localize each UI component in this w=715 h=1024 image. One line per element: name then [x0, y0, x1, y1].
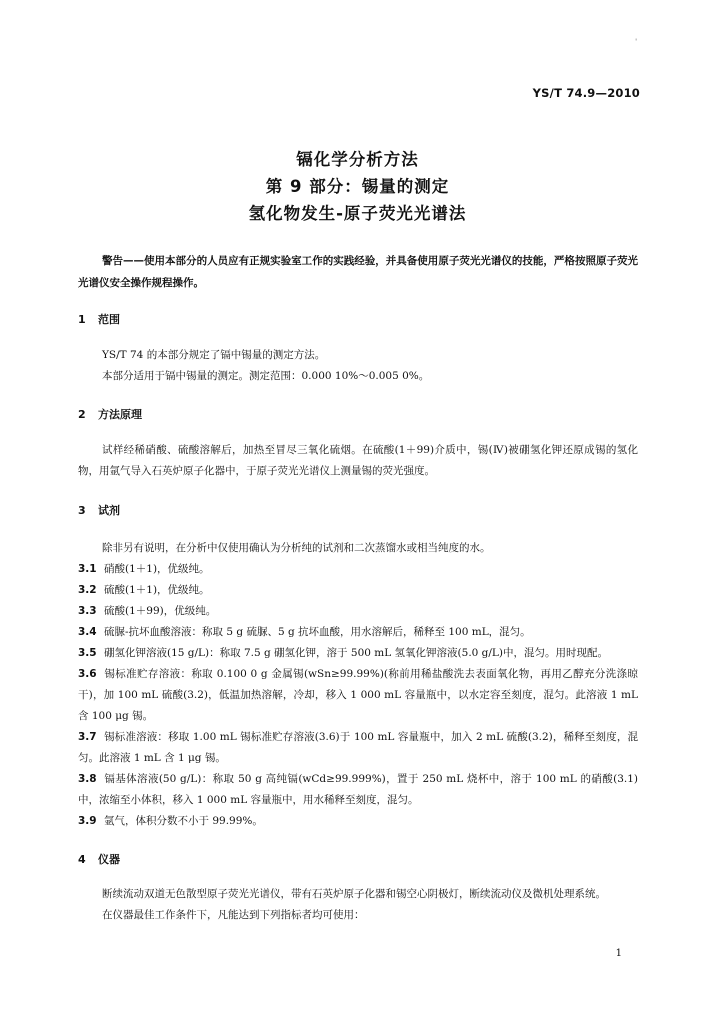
document-title: [0, 146, 715, 227]
section-number: 3: [78, 504, 86, 517]
list-item: 3.8 镉基体溶液(50 g/L)：称取 50 g 高纯镉(wCd≥99.999%)，置于 250 mL 烧杯中，溶于 100 mL 的硝酸(3.1)中，浓缩至小体积，移入 1 000 mL 容量瓶中，用水稀释至刻度，混匀。: [78, 773, 638, 806]
warning-paragraph: 警告——使用本部分的人员应有正规实验室工作的实践经验，并具备使用原子荧光光谱仪的技能，严格按照原子荧光光谱仪安全操作规程操作。: [78, 255, 638, 289]
section-1-body: [78, 345, 638, 387]
section-title: 方法原理: [98, 408, 142, 421]
list-item: 3.4 硫脲-抗坏血酸溶液：称取 5 g 硫脲、5 g 抗坏血酸，用水溶解后，稀释至 100 mL，混匀。: [78, 626, 531, 638]
title-line-3: 氢化物发生-原子荧光光谱法: [248, 204, 467, 223]
section-1-heading: [78, 311, 120, 327]
section-number: 2: [78, 408, 86, 421]
scan-mark: ': [635, 38, 637, 46]
paragraph: 在仪器最佳工作条件下，凡能达到下列指标者均可使用：: [102, 909, 365, 921]
paragraph: YS/T 74 的本部分规定了镉中锡量的测定方法。: [102, 349, 326, 361]
list-item: 3.7 锡标准溶液：移取 1.00 mL 锡标准贮存溶液(3.6)于 100 mL 容量瓶中，加入 2 mL 硫酸(3.2)，稀释至刻度，混匀。此溶液 1 mL 含 1 μg 锡。: [78, 731, 638, 764]
section-3-heading: [78, 502, 120, 518]
section-4-heading: [78, 851, 120, 867]
page-number: 1: [615, 948, 622, 959]
section-title: 仪器: [98, 853, 120, 866]
section-title: 试剂: [98, 504, 120, 517]
section-4-body: [78, 884, 638, 926]
list-item: 3.9 氩气，体积分数不小于 99.99%。: [78, 815, 263, 827]
section-3-body: [78, 538, 638, 559]
title-line-1: 镉化学分析方法: [296, 150, 419, 169]
paragraph: 本部分适用于镉中锡量的测定。测定范围：0.000 10%～0.005 0%。: [102, 370, 430, 382]
section-title: 范围: [98, 313, 120, 326]
list-item: 3.2 硫酸(1＋1)，优级纯。: [78, 584, 210, 596]
paragraph: 断续流动双道无色散型原子荧光光谱仪，带有石英炉原子化器和锡空心阴极灯，断续流动仪及微机处理系统。: [102, 888, 606, 900]
section-2-heading: [78, 406, 142, 422]
paragraph: 除非另有说明，在分析中仅使用确认为分析纯的试剂和二次蒸馏水或相当纯度的水。: [102, 542, 491, 554]
section-number: 1: [78, 313, 86, 326]
paragraph: 试样经稀硝酸、硫酸溶解后，加热至冒尽三氧化硫烟。在硫酸(1＋99)介质中，锡(Ⅳ)被硼氢化钾还原成锡的氢化物，用氩气导入石英炉原子化器中，于原子荧光光谱仪上测量锡的荧光强度。: [78, 444, 638, 477]
list-item: 3.5 硼氢化钾溶液(15 g/L)：称取 7.5 g 硼氢化钾，溶于 500 mL 氢氧化钾溶液(5.0 g/L)中，混匀。用时现配。: [78, 647, 608, 659]
list-item: 3.1 硝酸(1＋1)，优级纯。: [78, 563, 210, 575]
section-2-body: [78, 440, 638, 482]
section-number: 4: [78, 853, 86, 866]
standard-code: YS/T 74.9—2010: [532, 86, 640, 100]
reagent-list: [78, 559, 638, 832]
title-line-2: 第 9 部分：锡量的测定: [265, 177, 450, 196]
list-item: 3.3 硫酸(1＋99)，优级纯。: [78, 605, 217, 617]
list-item: 3.6 锡标准贮存溶液：称取 0.100 0 g 金属锡(wSn≥99.99%)(称前用稀盐酸洗去表面氧化物，再用乙醇充分洗涤晾干)，加 100 mL 硫酸(3.2)，低温加热溶解，冷却，移入 1 000 mL 容量瓶中，以水定容至刻度，混匀。此溶液 1 mL 含 100 μg 锡。: [78, 668, 638, 722]
